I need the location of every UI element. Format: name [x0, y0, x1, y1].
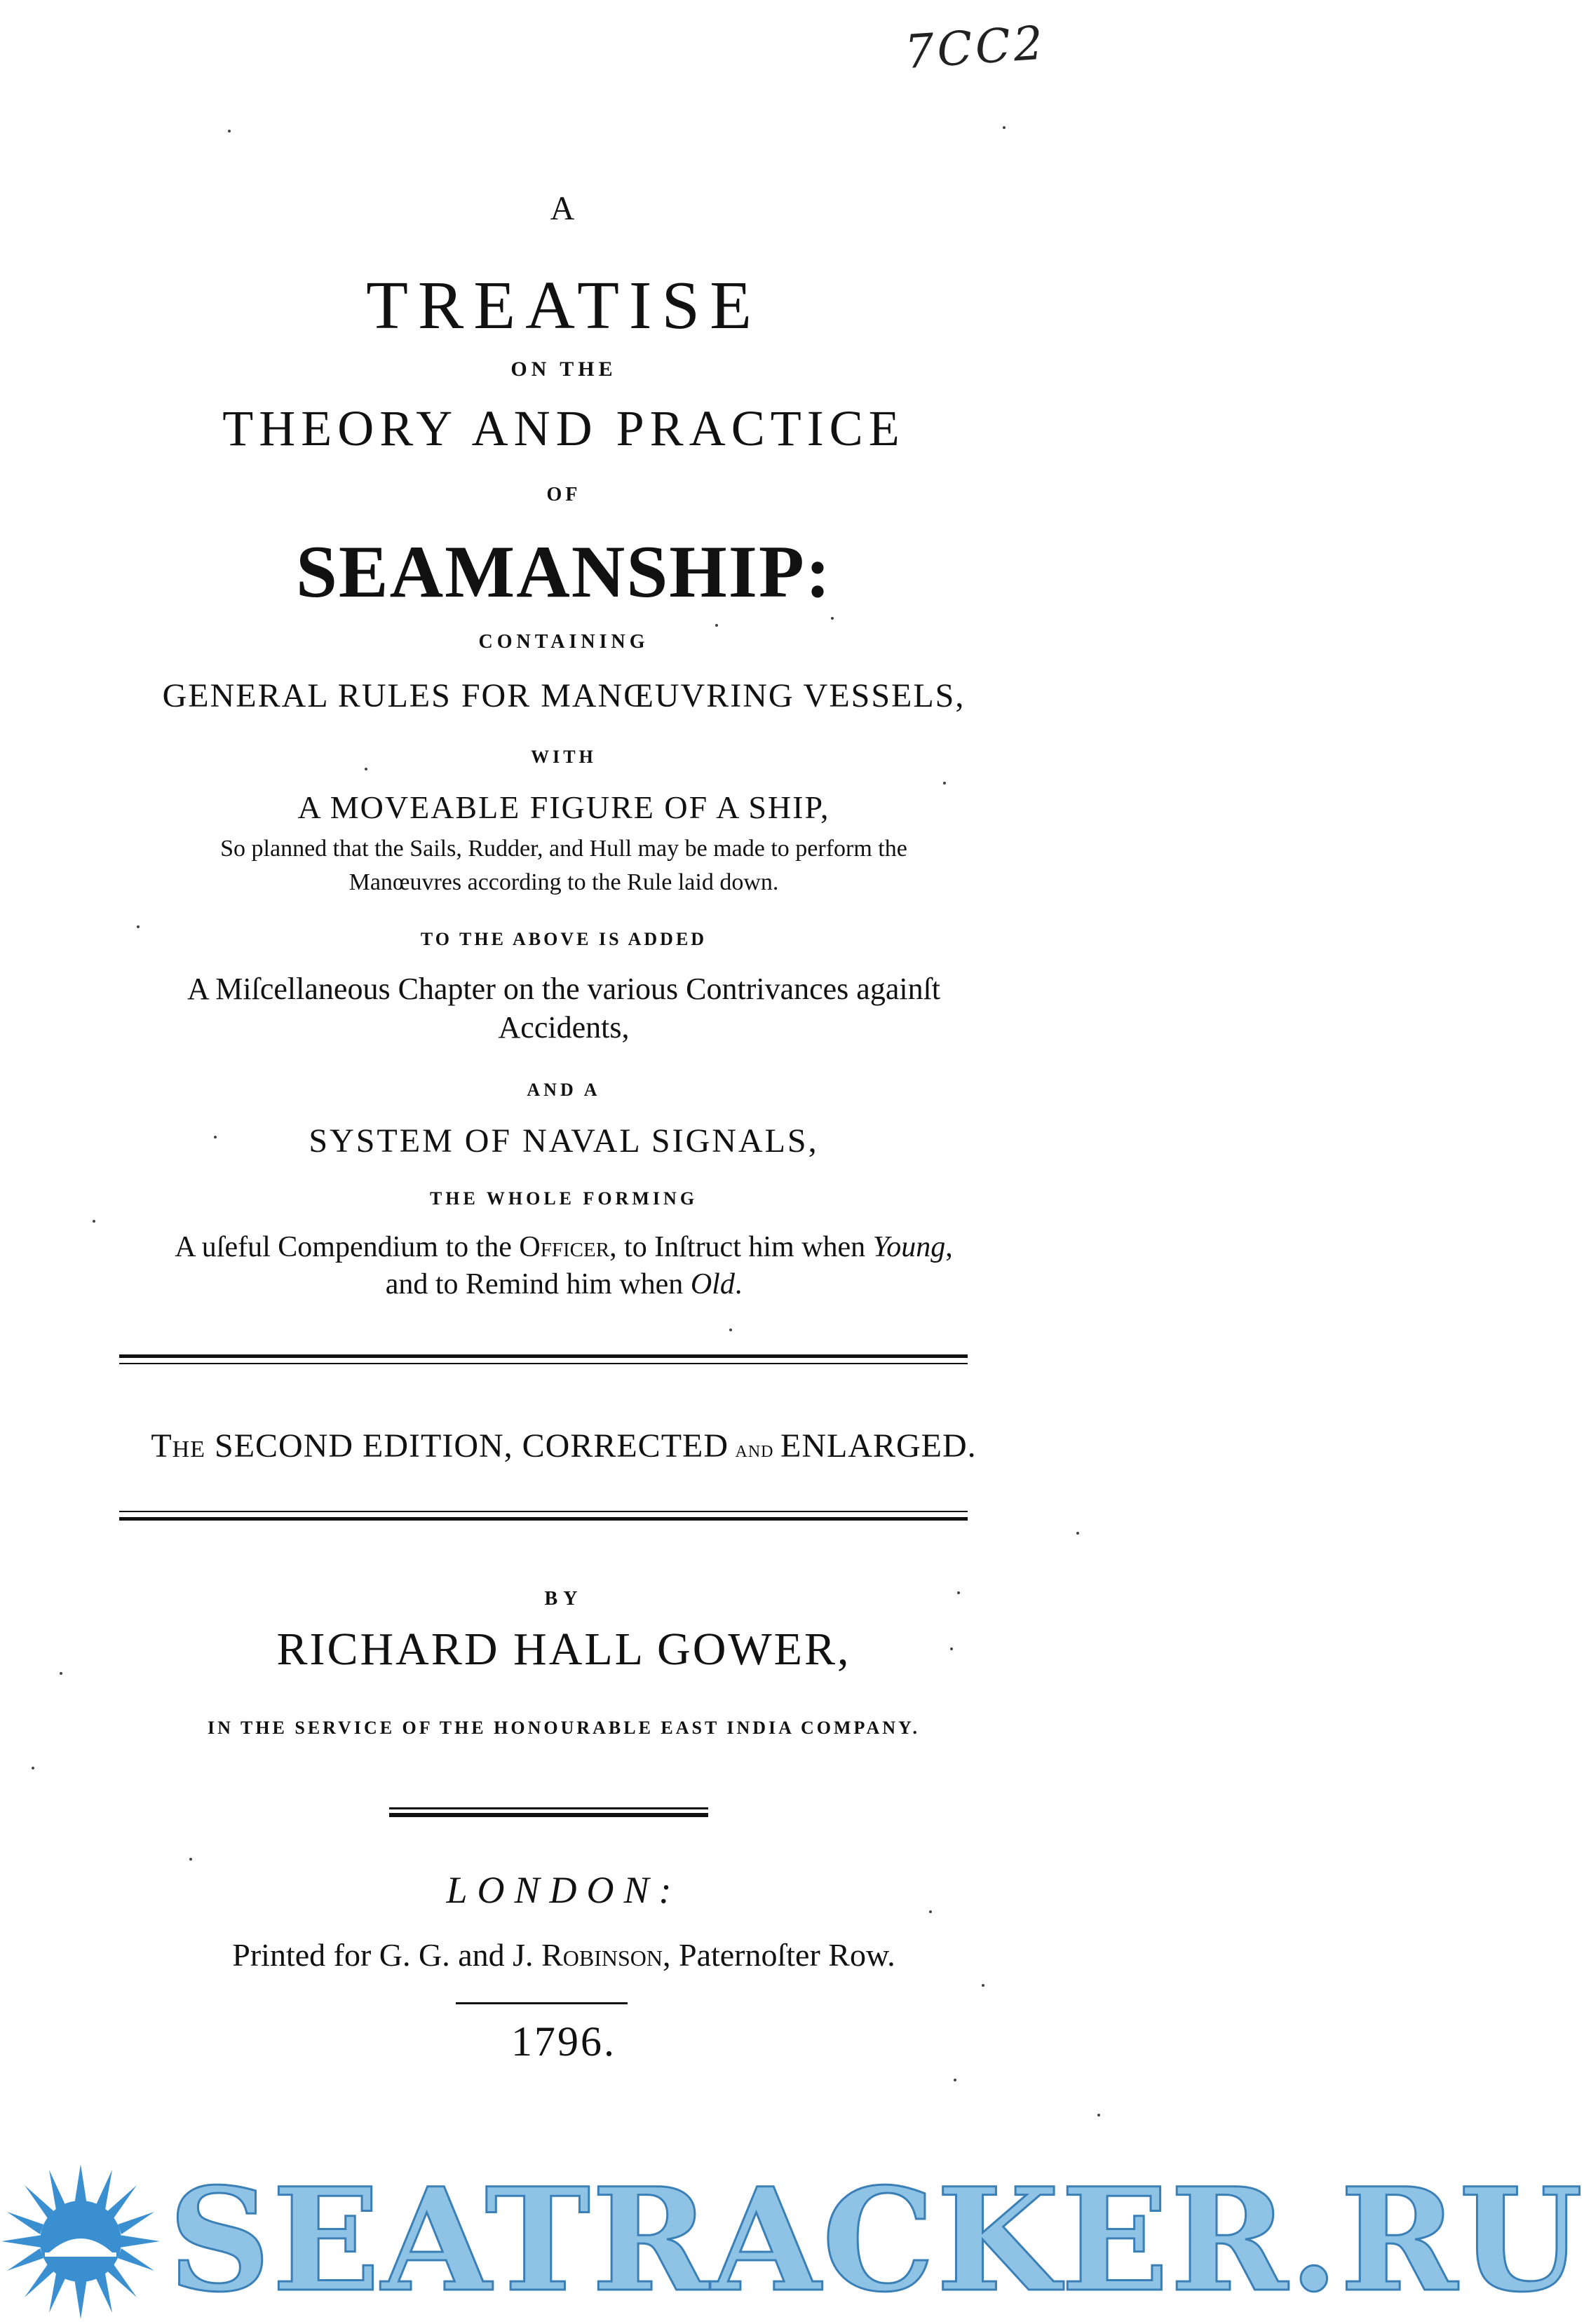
speck — [365, 768, 367, 770]
miscellaneous-line-2: Accidents, — [498, 1010, 630, 1045]
speck — [214, 1136, 217, 1139]
general-rules: GENERAL RULES FOR MANŒUVRING VESSELS, — [162, 677, 966, 714]
rule-upper-bottom — [119, 1363, 968, 1364]
compendium-line-1 — [0, 1230, 1128, 1264]
speck — [957, 1591, 960, 1594]
compendium-officer: Officer — [519, 1231, 610, 1263]
compendium-period: . — [734, 1268, 743, 1300]
imprint-printed-a: Printed for G. G. and J. — [232, 1937, 542, 1973]
with-label: WITH — [531, 747, 597, 767]
compendium-line-2 — [0, 1268, 1128, 1301]
compendium-young: Young — [872, 1231, 946, 1263]
author-name: RICHARD HALL GOWER, — [276, 1624, 851, 1675]
imprint-city: LONDON: — [446, 1869, 682, 1911]
rule-short-bottom — [389, 1813, 708, 1817]
rule-short-top — [389, 1807, 708, 1809]
watermark-text: SEATRACKER.RU — [168, 2156, 1584, 2323]
speck — [1003, 126, 1006, 129]
speck — [950, 1647, 953, 1650]
compendium-remind: and to Remind him when — [385, 1268, 691, 1300]
author-service: IN THE SERVICE OF THE HONOURABLE EAST INDIA COMPANY. — [208, 1718, 920, 1738]
compendium-text-b: , to Inſtruct him when — [609, 1231, 873, 1263]
naval-signals: SYSTEM OF NAVAL SIGNALS, — [309, 1122, 819, 1160]
title-treatise: TREATISE — [366, 268, 761, 344]
speck — [60, 1672, 62, 1675]
title-on-the: ON THE — [510, 358, 617, 381]
compendium-old: Old — [690, 1268, 735, 1300]
speck — [137, 925, 140, 928]
containing-label: CONTAINING — [478, 631, 649, 653]
title-seamanship: SEAMANSHIP: — [295, 531, 832, 613]
moveable-figure: A MOVEABLE FIGURE OF A SHIP, — [297, 789, 830, 825]
so-planned-line-2: Manœuvres according to the Rule laid down. — [348, 869, 779, 895]
imprint-printed-b: , Paternoſter Row. — [662, 1937, 895, 1973]
edition-second: SECOND EDITION, CORRECTED — [205, 1427, 729, 1465]
imprint-robinson: Robinson — [541, 1937, 663, 1973]
speck — [954, 2079, 956, 2081]
speck — [1097, 2114, 1100, 2116]
speck — [1076, 1532, 1079, 1535]
rule-upper-top — [119, 1354, 968, 1358]
miscellaneous-line-1: A Miſcellaneous Chapter on the various Contrivances againſt — [187, 972, 941, 1006]
speck — [93, 1220, 95, 1223]
edition-enlarged: ENLARGED. — [780, 1427, 977, 1465]
edition-and: and — [729, 1436, 780, 1462]
speck — [228, 130, 231, 132]
speck — [943, 782, 946, 784]
speck — [729, 1329, 732, 1331]
rule-lower-top — [119, 1511, 968, 1512]
compendium-text-a: A uſeful Compendium to the — [175, 1231, 520, 1263]
edition-the: The — [151, 1427, 206, 1465]
imprint-year: 1796. — [511, 2018, 616, 2065]
sun-logo-icon — [0, 2163, 161, 2320]
handwritten-note: 7CC2 — [902, 15, 1048, 80]
to-the-above: TO THE ABOVE IS ADDED — [420, 929, 708, 949]
so-planned-line-1: So planned that the Sails, Rudder, and Hull may be made to perform the — [220, 836, 907, 862]
speck — [929, 1910, 932, 1913]
compendium-text-c: , — [945, 1231, 953, 1263]
speck — [715, 624, 718, 627]
imprint-printed — [0, 1936, 1128, 1973]
speck — [189, 1858, 192, 1861]
title-of: OF — [546, 484, 581, 505]
and-a-label: AND A — [527, 1080, 601, 1100]
speck — [32, 1767, 34, 1769]
speck — [831, 617, 834, 620]
edition-line — [0, 1427, 1128, 1465]
rule-lower-bottom — [119, 1517, 968, 1521]
speck — [982, 1984, 984, 1987]
title-article: A — [550, 190, 578, 227]
by-label: BY — [544, 1588, 583, 1610]
title-theory: THEORY AND PRACTICE — [222, 400, 905, 456]
imprint-year-rule — [456, 2002, 628, 2004]
whole-forming: THE WHOLE FORMING — [429, 1188, 698, 1209]
